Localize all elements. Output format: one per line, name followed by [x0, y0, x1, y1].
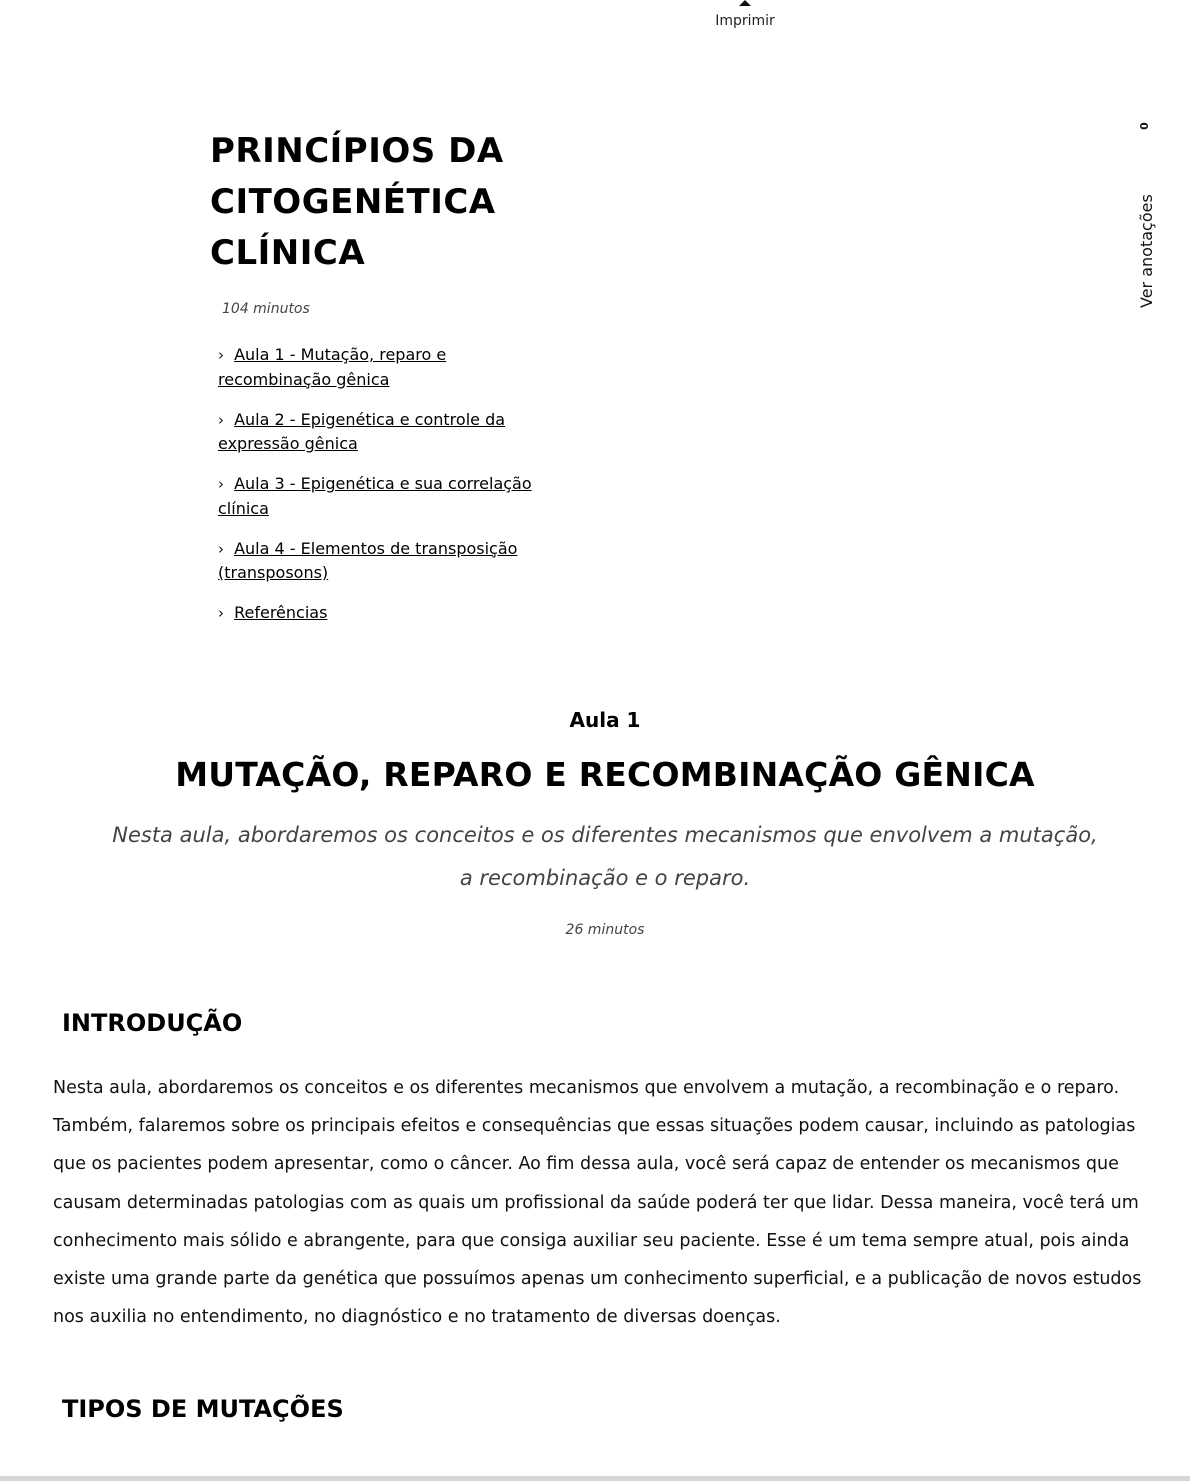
table-of-contents: [218, 343, 538, 642]
toc-item-aula-3: [218, 472, 538, 520]
section-heading-introducao: INTRODUÇÃO: [62, 1009, 243, 1037]
toc-link-aula-2[interactable]: Aula 2 - Epigenética e controle da expressão gênica: [218, 409, 506, 453]
course-duration: 104 minutos: [222, 301, 310, 317]
course-title: PRINCÍPIOS DA CITOGENÉTICA CLÍNICA: [210, 131, 504, 273]
toc-link-aula-3[interactable]: Aula 3 - Epigenética e sua correlação clínica: [218, 474, 532, 518]
chevron-right-icon: ›: [218, 346, 224, 364]
chevron-right-icon: ›: [218, 410, 224, 429]
toc-link-referencias[interactable]: Referências: [234, 603, 328, 622]
view-notes-tab[interactable]: Ver anotações: [1137, 194, 1156, 308]
caret-up-icon: [739, 0, 751, 6]
lesson-lead: Nesta aula, abordaremos os conceitos e os diferentes mecanismos que envolvem a mutação, a recombinação e o reparo.: [112, 823, 1098, 890]
print-label: Imprimir: [715, 13, 775, 29]
chevron-right-icon: ›: [218, 475, 224, 493]
toc-item-referencias: [218, 601, 538, 626]
toc-item-aula-4: [218, 537, 538, 585]
chevron-right-icon: ›: [218, 604, 224, 622]
notes-count-badge: 0: [1138, 122, 1151, 130]
intro-paragraph: Nesta aula, abordaremos os conceitos e os diferentes mecanismos que envolvem a mutação, a recombinação e o reparo. Também, falaremos sobre os principais efeitos e consequências que essas situações podem causar, incluindo as patologias que os pacientes podem apresentar, como o câncer. Ao fim dessa aula, você será capaz de entender os mecanismos que causam determinadas patologias com as quais um profissional da saúde poderá ter que lidar. Dessa maneira, você terá um conhecimento mais sólido e abrangente, para que consiga auxiliar seu paciente. Esse é um tema sempre atual, pois ainda existe uma grande parte da genética que possuímos apenas um conhecimento superficial, e a publicação de novos estudos nos auxilia no entendimento, no diagnóstico e no tratamento de diversas doenças.: [53, 1078, 1142, 1328]
print-button[interactable]: [705, 0, 785, 29]
toc-link-aula-1[interactable]: Aula 1 - Mutação, reparo e recombinação gênica: [218, 345, 447, 389]
lesson-title: MUTAÇÃO, REPARO E RECOMBINAÇÃO GÊNICA: [175, 755, 1035, 794]
lesson-kicker: Aula 1: [569, 708, 641, 732]
lesson-duration: 26 minutos: [565, 922, 645, 938]
section-heading-tipos-de-mutacoes: TIPOS DE MUTAÇÕES: [62, 1395, 344, 1423]
toc-item-aula-2: [218, 408, 538, 456]
horizontal-scrollbar[interactable]: [0, 1476, 1190, 1481]
chevron-right-icon: ›: [218, 539, 224, 558]
toc-item-aula-1: [218, 343, 538, 391]
toc-link-aula-4[interactable]: Aula 4 - Elementos de transposição (transposons): [218, 538, 518, 582]
